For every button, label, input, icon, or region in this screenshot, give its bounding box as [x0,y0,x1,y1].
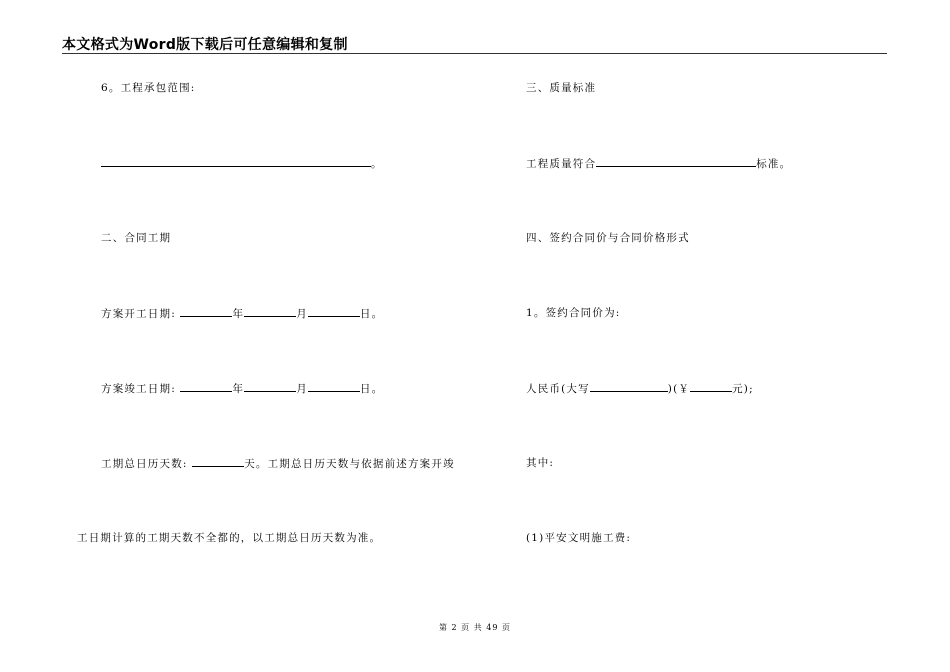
scope-blank [101,155,371,167]
finish-month-unit: 月 [296,383,308,395]
rmb-yen-label: )(￥ [667,383,691,395]
total-days-continuation: 工日期计算的工期天数不全都的，以工期总日历天数为准。 [77,532,382,544]
scope-heading: 6。工程承包范围: [101,82,196,94]
contract-period-heading: 二、合同工期 [101,232,172,244]
total-days-label: 工期总日历天数: [101,458,188,470]
contract-price-item: 1。签约合同价为: [526,307,621,319]
finish-day-unit: 日。 [359,383,384,395]
rmb-amount-line [526,380,754,396]
scope-end: 。 [371,158,383,170]
start-date-label: 方案开工日期: [101,308,176,320]
scope-fill-line [101,155,383,171]
total-days-line [101,455,455,471]
contract-price-heading: 四、签约合同价与合同价格形式 [526,232,690,244]
start-month-blank [244,305,296,317]
quality-standard-line [526,155,791,171]
header-divider [62,53,887,54]
document-header-title: 本文格式为Word版下载后可任意编辑和复制 [62,37,348,53]
start-year-blank [180,305,232,317]
quality-standard-heading: 三、质量标准 [526,82,597,94]
among-label: 其中: [526,457,555,469]
finish-year-unit: 年 [232,383,245,395]
total-days-suffix: 天。工期总日历天数与依据前述方案开竣 [244,458,455,470]
quality-label: 工程质量符合 [526,158,597,170]
rmb-words-blank [590,380,668,392]
rmb-label: 人民币(大写 [526,383,590,395]
start-day-unit: 日。 [359,308,384,320]
rmb-unit: 元); [732,383,754,395]
finish-date-label: 方案竣工日期: [101,383,176,395]
start-month-unit: 月 [296,308,308,320]
start-year-unit: 年 [232,308,245,320]
quality-blank [596,155,756,167]
safety-fee-item: (1)平安文明施工费: [526,532,632,544]
start-day-blank [308,305,360,317]
page-number-footer: 第 2 页 共 49 页 [439,623,511,632]
quality-suffix: 标准。 [756,158,792,170]
finish-day-blank [308,380,360,392]
planned-finish-date [101,380,383,396]
finish-year-blank [180,380,232,392]
planned-start-date [101,305,383,321]
rmb-figure-blank [690,380,732,392]
total-days-blank [192,455,244,467]
finish-month-blank [244,380,296,392]
